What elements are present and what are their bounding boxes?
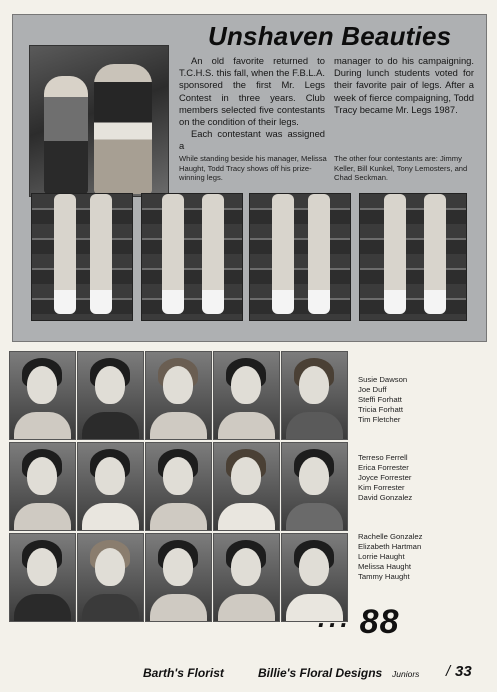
portrait-photo: [281, 351, 348, 440]
year-dots: ...: [318, 603, 352, 633]
photo-figure-contestant: [94, 64, 152, 194]
student-name: Lorrie Haught: [358, 551, 405, 561]
student-name: Steffi Forhatt: [358, 394, 402, 404]
article-paragraph-2: Each contestant was assigned a: [179, 128, 325, 152]
student-name: Melissa Haught: [358, 561, 411, 571]
portrait-photo: [281, 442, 348, 531]
legs-photo: [31, 193, 133, 321]
section-label: Juniors: [392, 669, 420, 679]
portrait-photo: [9, 442, 76, 531]
page-footer: [0, 662, 497, 686]
portrait-photo: [145, 533, 212, 622]
year-number: 88: [359, 603, 400, 641]
student-name: Elizabeth Hartman: [358, 541, 422, 551]
portrait-photo: [9, 533, 76, 622]
portrait-photo: [213, 351, 280, 440]
feature-title: Unshaven Beauties: [208, 21, 452, 51]
student-name: Kim Forrester: [358, 482, 405, 492]
portrait-photo: [213, 442, 280, 531]
portrait-photo: [145, 442, 212, 531]
portrait-photo: [145, 351, 212, 440]
legs-photo: [359, 193, 467, 321]
student-name: David Gonzalez: [358, 492, 413, 502]
legs-photo: [141, 193, 243, 321]
sponsor-name: Billie's Floral Designs: [258, 666, 383, 680]
portrait-photo: [77, 351, 144, 440]
student-name: Susie Dawson: [358, 375, 408, 384]
photo-caption-1: While standing beside his manager, Melissa Haught, Todd Tracy shows off his prize-winning legs.: [179, 154, 327, 183]
name-list-row-1: [358, 375, 407, 425]
student-name: Joyce Forrester: [358, 472, 412, 482]
footer-divider: /: [446, 663, 451, 680]
article-paragraph-3: manager to do his campaigning. During lunch students voted for their favorite pair of legs. After a week of fierce compaigning, Todd Tracy became Mr. Legs 1987.: [334, 55, 474, 115]
student-name: Rachelle Gonzalez: [358, 532, 423, 541]
student-name: Erica Forrester: [358, 462, 409, 472]
year-marker: [318, 603, 400, 643]
name-list-row-2: [358, 453, 412, 503]
legs-photo: [249, 193, 351, 321]
feature-panel: [12, 14, 487, 342]
main-photo: [29, 45, 169, 197]
portrait-photo: [9, 351, 76, 440]
photo-figure-manager: [44, 76, 88, 194]
student-name: Tim Fletcher: [358, 414, 401, 424]
legs-photo-row: [31, 193, 471, 321]
article-paragraph-1: An old favorite returned to T.C.H.S. this fall, when the F.B.L.A. sponsored the first Mr. Legs Contest in three years. Club members selected five contestants on the condition of their legs.: [179, 55, 325, 128]
student-name: Tammy Haught: [358, 571, 410, 581]
student-name: Terreso Ferrell: [358, 453, 408, 462]
name-list-row-3: [358, 532, 423, 582]
photo-caption-2: The other four contestants are: Jimmy Keller, Bill Kunkel, Tony Lemosters, and Chad Seckman.: [334, 154, 468, 183]
portrait-photo: [77, 533, 144, 622]
portrait-photo: [77, 442, 144, 531]
portrait-photo: [213, 533, 280, 622]
sponsor-name: Barth's Florist: [143, 666, 224, 680]
page-number: 33: [455, 663, 472, 680]
student-name: Tricia Forhatt: [358, 404, 403, 414]
student-name: Joe Duff: [358, 384, 387, 394]
